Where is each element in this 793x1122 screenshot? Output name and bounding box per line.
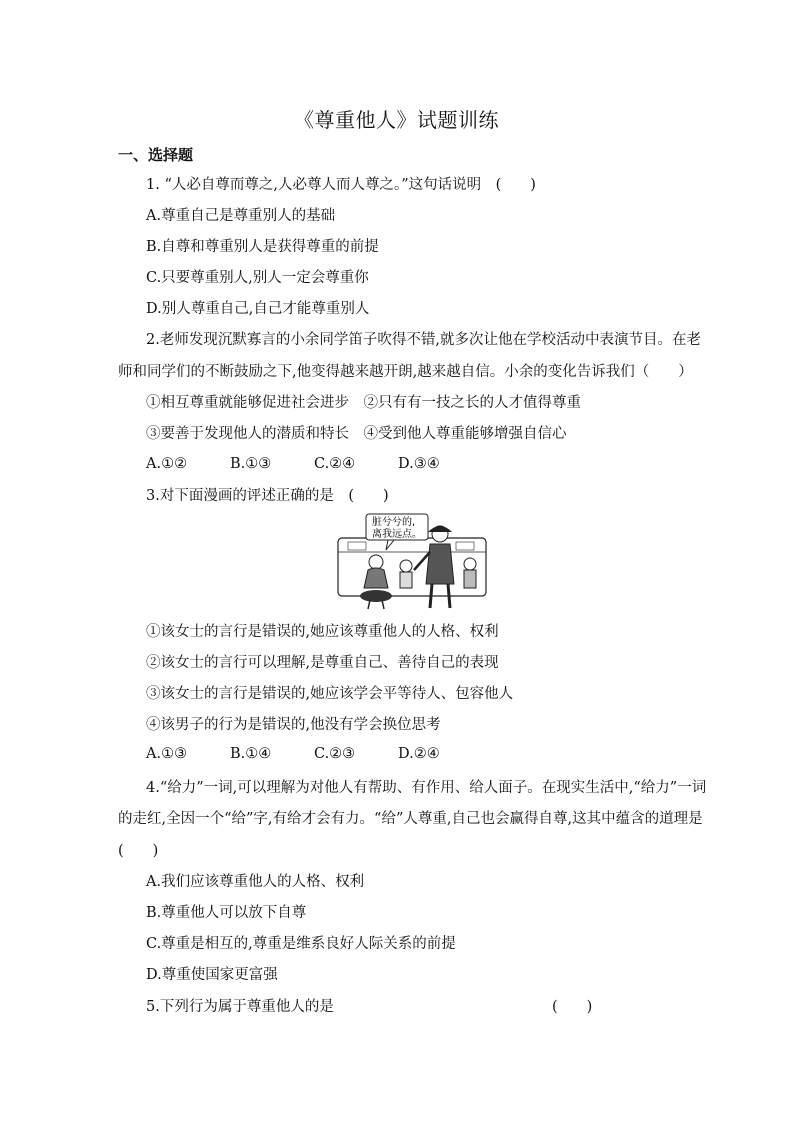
- question-2-items-line2: ③要善于发现他人的潜质和特长 ④受到他人尊重能够增强自信心: [146, 426, 567, 442]
- question-4-option-a: A.我们应该尊重他人的人格、权利: [146, 874, 365, 890]
- question-1-stem: 1. “人必自尊而尊之,人必尊人而人尊之。”这句话说明 ( ): [146, 177, 536, 193]
- question-3-choices: [146, 746, 482, 762]
- question-4-option-d: D.尊重使国家更富强: [146, 967, 278, 983]
- question-2-choice-c: C.②④: [314, 456, 356, 472]
- question-5-answer-blank: ( ): [552, 999, 593, 1015]
- section-heading: 一、选择题: [118, 146, 194, 164]
- cartoon-speech-line1: 脏兮兮的,: [372, 517, 416, 528]
- question-2-choice-a: A.①②: [146, 456, 188, 472]
- question-1-option-b: B.自尊和尊重别人是获得尊重的前提: [146, 239, 379, 255]
- question-3-choice-a: A.①③: [146, 746, 188, 762]
- question-4-option-b: B.尊重他人可以放下自尊: [146, 905, 307, 921]
- cartoon-illustration: [336, 512, 488, 612]
- question-3-stem: 3.对下面漫画的评述正确的是 ( ): [146, 488, 389, 504]
- question-2-choices: [146, 456, 482, 472]
- cartoon-speech-line2: 离我远点。: [372, 529, 422, 540]
- question-1-option-a: A.尊重自己是尊重别人的基础: [146, 208, 336, 224]
- question-3-item-1: ①该女士的言行是错误的,她应该尊重他人的人格、权利: [146, 624, 499, 640]
- question-2-items-line1: ①相互尊重就能够促进社会进步 ②只有有一技之长的人才值得尊重: [146, 395, 581, 411]
- question-3-item-3: ③该女士的言行是错误的,她应该学会平等待人、包容他人: [146, 686, 514, 702]
- question-2-choice-b: B.①③: [230, 456, 272, 472]
- question-4-option-c: C.尊重是相互的,尊重是维系良好人际关系的前提: [146, 936, 456, 952]
- question-1-option-d: D.别人尊重自己,自己才能尊重别人: [146, 301, 370, 317]
- question-3-item-2: ②该女士的言行可以理解,是尊重自己、善待自己的表现: [146, 655, 499, 671]
- question-1-option-c: C.只要尊重别人,别人一定会尊重你: [146, 270, 369, 286]
- question-2-stem-line2: 师和同学们的不断鼓励之下,他变得越来越开朗,越来越自信。小余的变化告诉我们（ ）: [118, 364, 693, 380]
- question-4-stem-line3: ( ): [118, 843, 159, 859]
- question-4-stem-line2: 的走红,全因一个“给”字,有给才会有力。“给”人尊重,自己也会赢得自尊,这其中蕴含的道理是: [118, 811, 703, 827]
- question-3-choice-d: D.②④: [398, 746, 440, 762]
- question-3-item-4: ④该男子的行为是错误的,他没有学会换位思考: [146, 717, 441, 733]
- question-2-choice-d: D.③④: [398, 456, 440, 472]
- question-3-choice-c: C.②③: [314, 746, 356, 762]
- question-2-stem-line1: 2.老师发现沉默寡言的小余同学笛子吹得不错,就多次让他在学校活动中表演节目。在老: [146, 332, 701, 348]
- page-title: 《尊重他人》试题训练: [294, 108, 499, 132]
- question-5-stem: 5.下列行为属于尊重他人的是: [146, 999, 334, 1015]
- question-4-stem-line1: 4.“给力”一词,可以理解为对他人有帮助、有作用、给人面子。在现实生活中,“给力”一词: [146, 780, 707, 796]
- question-3-choice-b: B.①④: [230, 746, 272, 762]
